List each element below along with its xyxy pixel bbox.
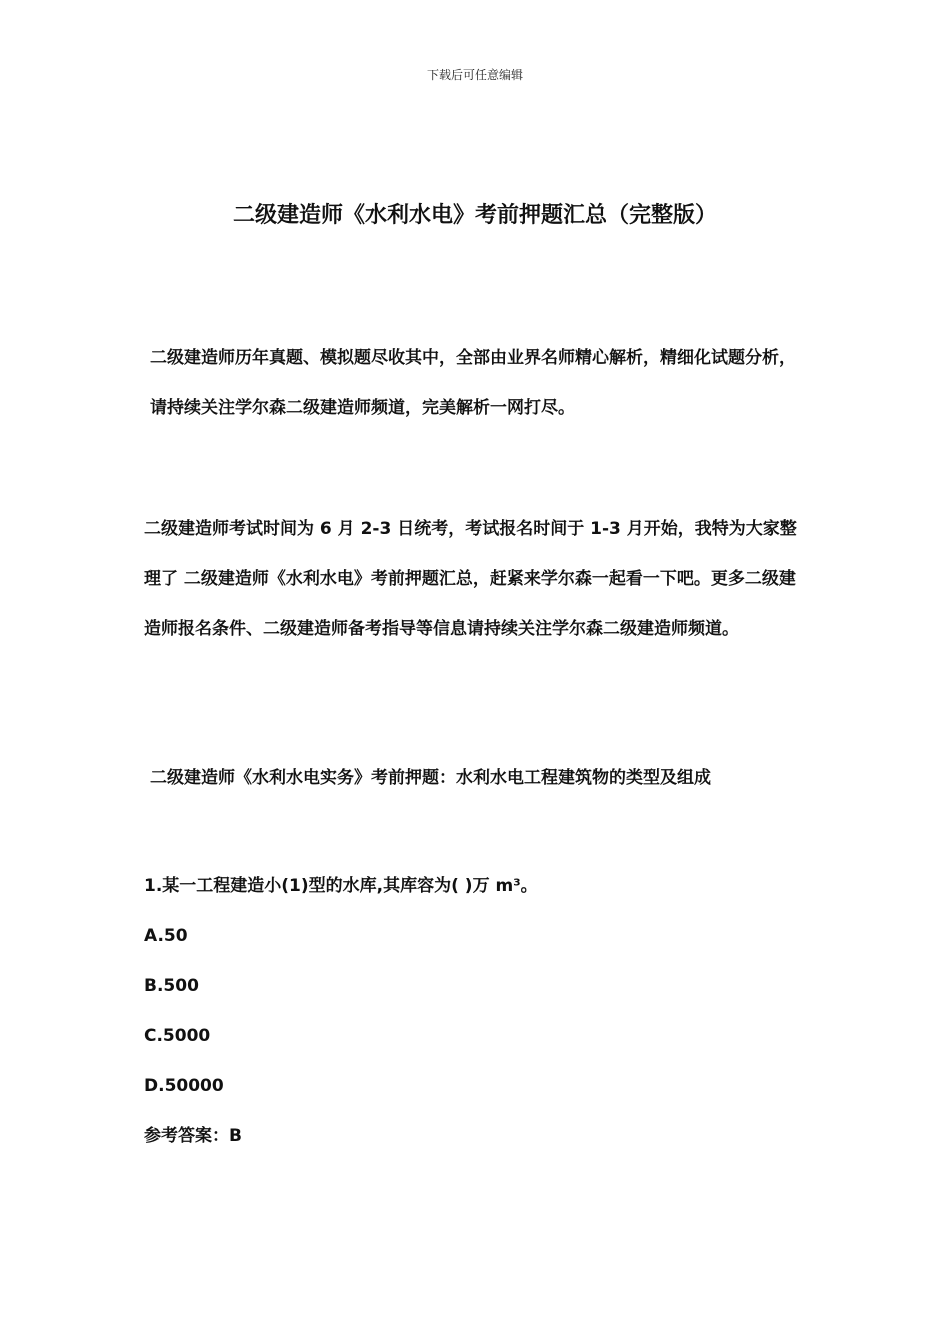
intro-paragraph: 二级建造师历年真题、模拟题尽收其中，全部由业界名师精心解析，精细化试题分析，请持续关注学尔森二级建造师频道，完美解析一网打尽。 (150, 348, 796, 418)
option-a: A.50 (144, 926, 188, 946)
reference-answer: 参考答案：B (144, 1126, 242, 1146)
document-title: 二级建造师《水利水电》考前押题汇总（完整版） (232, 203, 717, 228)
option-c: C.5000 (144, 1026, 211, 1046)
option-d: D.50000 (144, 1076, 224, 1096)
option-b: B.500 (144, 976, 199, 996)
section-heading: 二级建造师《水利水电实务》考前押题：水利水电工程建筑物的类型及组成 (150, 768, 711, 788)
page-header (0, 67, 950, 83)
exam-notice-paragraph: 二级建造师考试时间为 6 月 2-3 日统考，考试报名时间于 1-3 月开始，我特为大家整理了 二级建造师《水利水电》考前押题汇总，赶紧来学尔森一起看一下吧。更多二级建造师报名条件、二级建造师备考指导等信息请持续关注学尔森二级建造师频道。 (144, 519, 797, 639)
question-block (144, 861, 806, 1161)
header-text: 下载后可任意编辑 (426, 68, 523, 82)
question-stem: 1.某一工程建造小(1)型的水库,其库容为( )万 m³。 (144, 876, 538, 896)
